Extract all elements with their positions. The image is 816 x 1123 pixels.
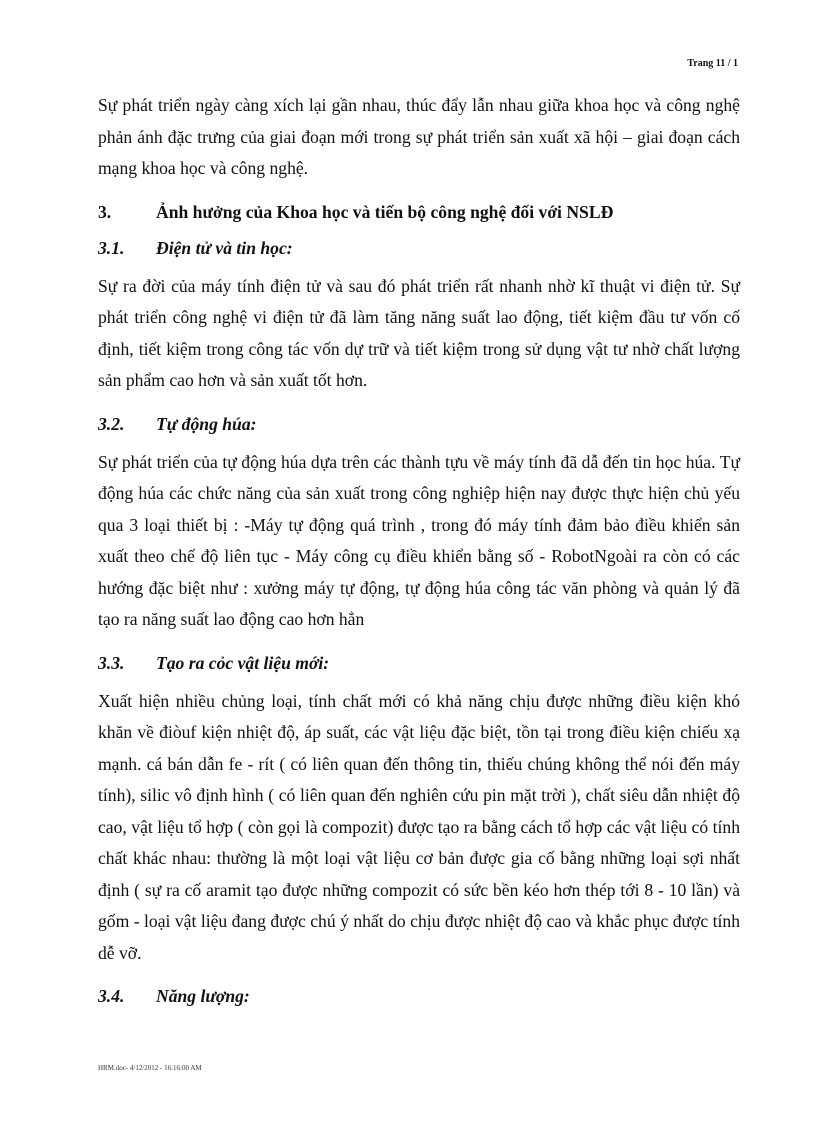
subsection-number: 3.2. [98,413,125,434]
page-number: Trang 11 / 1 [687,58,738,69]
subsection-title: Tạo ra cỏc vật liệu mới: [156,652,330,673]
section-title: Ảnh hưởng của Khoa học và tiến bộ công nghệ đối với NSLĐ [156,201,614,222]
subsection-number: 3.4. [98,986,125,1006]
subsection-number: 3.3. [98,652,125,673]
subsection-heading-3-3 [98,648,740,678]
subsection-title: Tự động húa: [156,413,257,434]
paragraph-intro: Sự phát triển ngày càng xích lại gần nhau, thúc đẩy lẫn nhau giữa khoa học và công nghệ phản ánh đặc trưng của giai đoạn mới trong sự phát triển sản xuất xã hội – giai đoạn cách mạng khoa học và công nghệ. [98,95,740,178]
document-body [98,90,740,1019]
document-footer: HRM.doc- 4/12/2012 - 16:16:00 AM [98,1064,202,1072]
paragraph-automation: Sự phát triển của tự động húa dựa trên các thành tựu về máy tính đã dẫ đến tin học húa. Tự động húa các chức năng của sản xuất trong công nghiệp hiện nay được thực hiện chủ yếu qua 3 loại thiết bị : -Máy tự động quá trình , trong đó máy tính đảm bảo điều khiển sản xuất theo chế độ liên tục - Máy công cụ điều khiển bằng số - RobotNgoài ra còn có các hướng đặc biệt như : xưởng máy tự động, tự động húa công tác văn phòng và quản lý đã tạo ra năng suất lao động cao hơn hẳn [98,451,740,629]
subsection-title: Năng lượng: [156,986,250,1006]
paragraph-electronics: Sự ra đời của máy tính điện tử và sau đó phát triển rất nhanh nhờ kĩ thuật vi điện tử. Sự phát triển công nghệ vi điện tử đã làm tăng năng suất lao động, tiết kiệm đầu tư vốn cố định, tiết kiệm trong công tác vốn dự trữ và tiết kiệm trong sử dụng vật tư nhờ chất lượng sản phẩm cao hơn và sản xuất tốt hơn. [98,275,740,390]
subsection-heading-3-4 [98,981,740,1011]
paragraph-materials: Xuất hiện nhiều chủng loại, tính chất mới có khả năng chịu được những điều kiện khó khăn về điòuf kiện nhiệt độ, áp suất, các vật liệu đặc biệt, tồn tại trong điều kiện chiếu xạ mạnh. cá bán dẫn fe - rít ( có liên quan đến thông tin, thiếu chúng không thể nói đến máy tính), silic vô định hình ( có liên quan đến nghiên cứu pin mặt trời ), chất siêu dẫn nhiệt độ cao, vật liệu tổ hợp ( còn gọi là compozit) được tạo ra bằng cách tổ hợp các vật liệu có tính chất khác nhau: thường là một loại vật liệu cơ bản được gia cố bằng những loại sợi nhất định ( sự ra cố aramit tạo được những compozit có sức bền kéo hơn thép tới 8 - 10 lần) và gốm - loại vật liệu đang được chú ý nhất do chịu được nhiệt độ cao và khắc phục được tính dễ vỡ. [98,690,740,963]
section-number: 3. [98,201,112,222]
subsection-title: Điện tử và tin học: [156,237,293,258]
section-heading-3 [98,197,740,227]
subsection-number: 3.1. [98,237,125,258]
subsection-heading-3-2 [98,409,740,439]
subsection-heading-3-1 [98,233,740,263]
